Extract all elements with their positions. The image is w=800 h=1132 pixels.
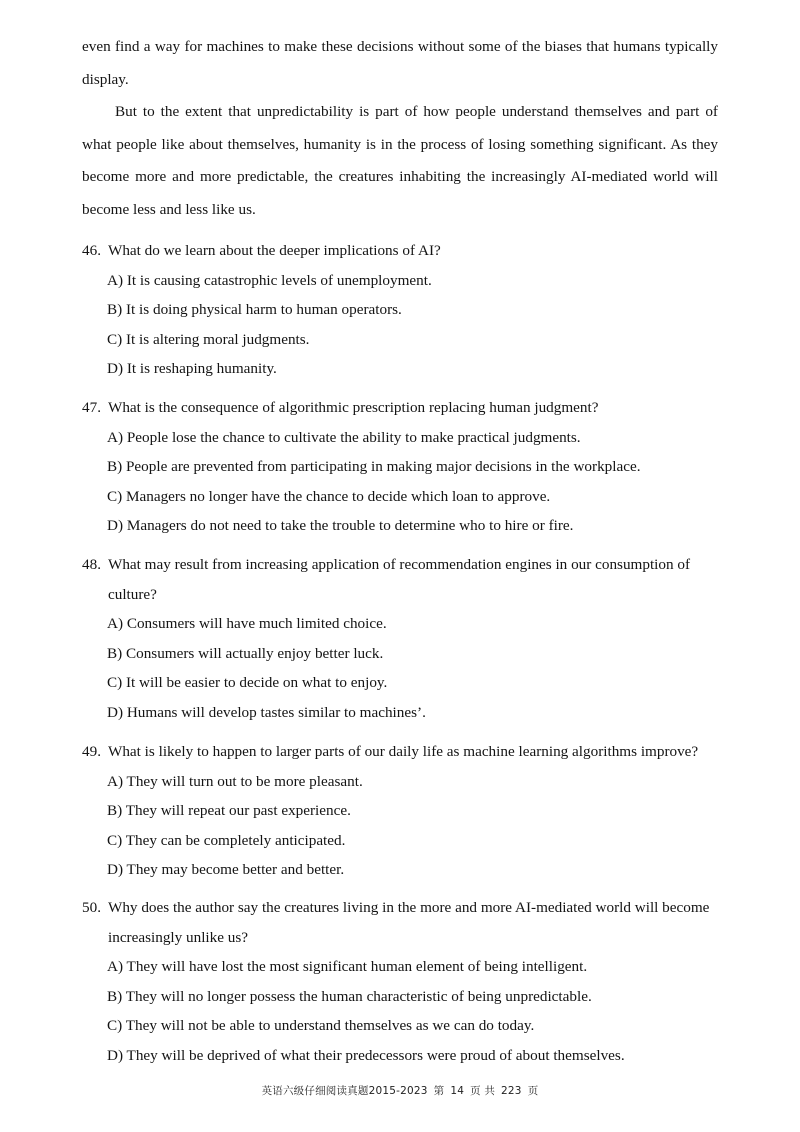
question-48 [82, 550, 742, 727]
passage-paragraph: even find a way for machines to make these decisions without some of the biases that humans typically display. [82, 38, 718, 88]
answer-option: A) It is causing catastrophic levels of unemployment. [107, 271, 432, 289]
footer-page-prefix: 第 [433, 1085, 445, 1097]
answer-option: B) Consumers will actually enjoy better luck. [107, 644, 384, 662]
footer-total-pages: 223 [501, 1085, 522, 1097]
question-50 [82, 893, 742, 1070]
question-stem [82, 550, 742, 609]
question-stem [82, 737, 742, 767]
answer-option: A) They will turn out to be more pleasant. [107, 772, 363, 790]
question-stem [82, 893, 742, 952]
answer-options [82, 767, 742, 885]
question-stem [82, 393, 742, 423]
question-text: What may result from increasing application of recommendation engines in our consumption of culture? [108, 556, 691, 603]
question-47 [82, 393, 742, 541]
footer-page-mid: 页 共 [470, 1085, 496, 1097]
answer-option: B) People are prevented from participating in making major decisions in the workplace. [107, 458, 641, 475]
answer-options [82, 266, 742, 384]
answer-option: B) They will no longer possess the human characteristic of being unpredictable. [107, 987, 592, 1005]
question-number: 48. [82, 556, 101, 573]
answer-options [82, 423, 742, 541]
answer-options [82, 609, 742, 727]
question-text: What is likely to happen to larger parts of our daily life as machine learning algorithms improve? [108, 743, 699, 760]
answer-option: D) Humans will develop tastes similar to machines’. [107, 703, 426, 721]
question-number: 50. [82, 899, 101, 916]
footer-page-suffix: 页 [527, 1085, 539, 1097]
question-text: What is the consequence of algorithmic prescription replacing human judgment? [108, 399, 599, 416]
question-49 [82, 737, 742, 885]
question-text: Why does the author say the creatures living in the more and more AI-mediated world will become increasingly unlike us? [108, 899, 710, 946]
footer-source-title: 英语六级仔细阅读真题2015-2023 [261, 1085, 428, 1097]
answer-option: C) They will not be able to understand themselves as we can do today. [107, 1017, 535, 1034]
answer-option: A) People lose the chance to cultivate the ability to make practical judgments. [107, 428, 581, 446]
answer-option: B) They will repeat our past experience. [107, 802, 351, 819]
question-number: 46. [82, 242, 101, 259]
footer-page-number: 14 [450, 1085, 465, 1097]
answer-option: D) They will be deprived of what their predecessors were proud of about themselves. [107, 1046, 625, 1064]
answer-option: D) Managers do not need to take the trouble to determine who to hire or fire. [107, 517, 574, 534]
answer-option: A) Consumers will have much limited choice. [107, 615, 387, 632]
answer-option: C) It is altering moral judgments. [107, 330, 310, 348]
answer-option: C) Managers no longer have the chance to decide which loan to approve. [107, 487, 551, 505]
question-number: 49. [82, 743, 101, 760]
answer-option: A) They will have lost the most significant human element of being intelligent. [107, 958, 588, 975]
answer-option: B) It is doing physical harm to human operators. [107, 301, 402, 318]
answer-option: C) It will be easier to decide on what to enjoy. [107, 674, 388, 691]
answer-option: D) It is reshaping humanity. [107, 360, 277, 377]
question-number: 47. [82, 399, 101, 416]
page-footer [0, 1083, 800, 1098]
answer-options [82, 952, 742, 1070]
answer-option: C) They can be completely anticipated. [107, 831, 346, 849]
answer-option: D) They may become better and better. [107, 861, 345, 878]
passage-paragraph: But to the extent that unpredictability is part of how people understand themselves and part of what people like about themselves, humanity is in the process of losing something significant. As they become more and more predictable, the creatures inhabiting the increasingly AI-mediated world will become less and less like us. [82, 103, 718, 218]
question-text: What do we learn about the deeper implications of AI? [108, 242, 441, 259]
question-stem [82, 236, 742, 266]
question-46 [82, 236, 742, 384]
